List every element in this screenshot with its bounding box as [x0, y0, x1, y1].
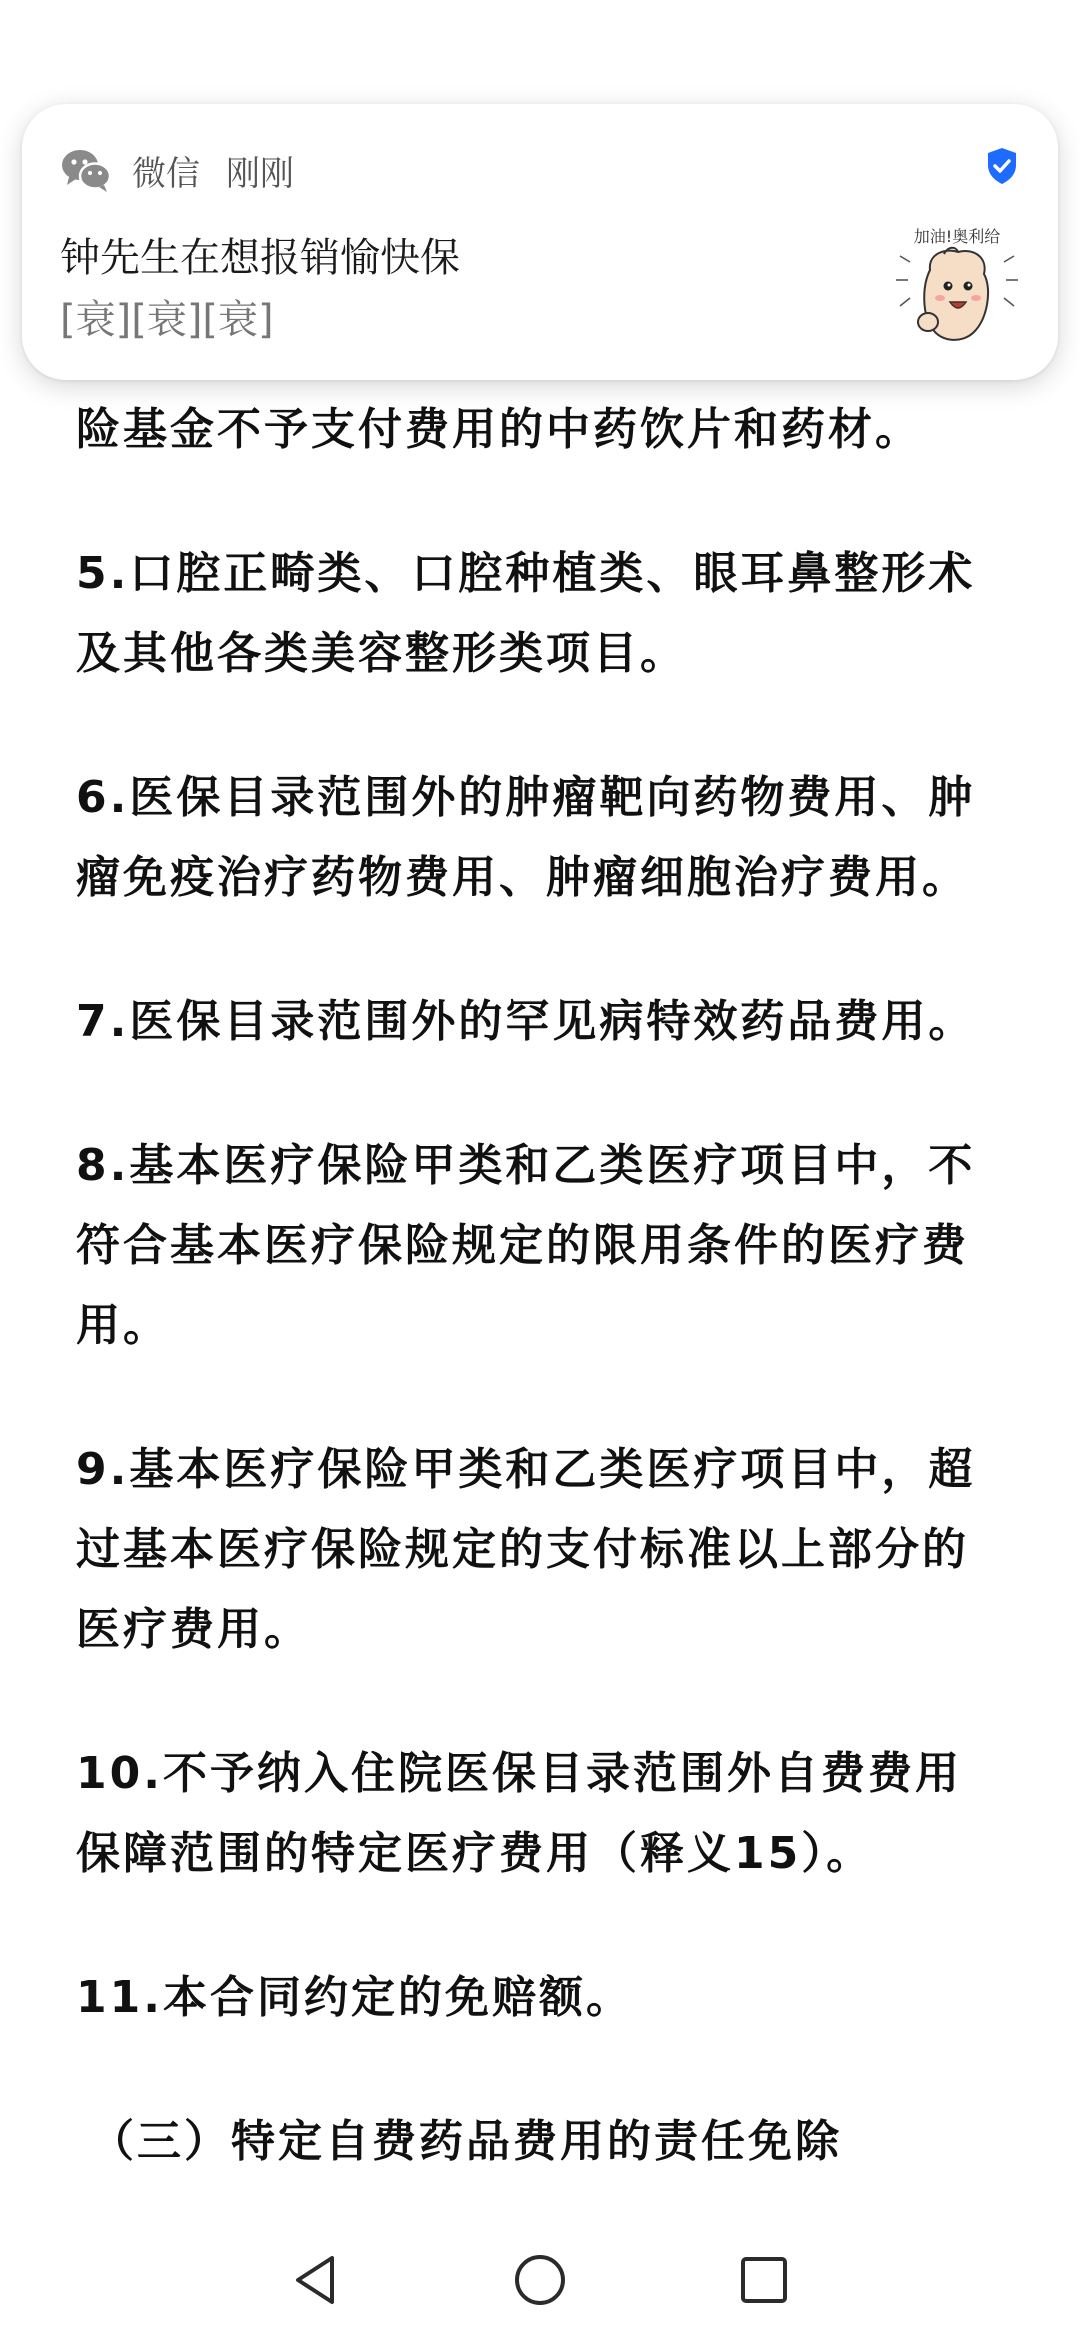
- home-icon: [512, 2252, 568, 2308]
- text-line: 11.本合同约定的免赔额。: [76, 1972, 633, 2023]
- text-line: 过基本医疗保险规定的支付标准以上部分的: [76, 1524, 969, 1575]
- notification-body: [衰][衰][衰]: [60, 297, 274, 343]
- paragraph-item-8: [76, 1126, 1016, 1366]
- paragraph-item-6: [76, 758, 1016, 918]
- notification-title: 钟先生在想报销愉快保: [60, 235, 460, 281]
- text-line: 险基金不予支付费用的中药饮片和药材。: [76, 404, 922, 455]
- text-line: 5.口腔正畸类、口腔种植类、眼耳鼻整形术: [76, 548, 976, 599]
- section-heading: （三）特定自费药品费用的责任免除: [90, 2116, 842, 2167]
- text-line: 10.不予纳入住院医保目录范围外自费费用: [76, 1748, 962, 1799]
- text-line: 9.基本医疗保险甲类和乙类医疗项目中，超: [76, 1444, 976, 1495]
- notification-time: 刚刚: [226, 153, 294, 194]
- back-button[interactable]: [276, 2240, 356, 2320]
- notification-app-name: 微信: [132, 153, 200, 194]
- text-line: 保障范围的特定医疗费用（释义15）。: [76, 1828, 874, 1879]
- wechat-notification-card[interactable]: [22, 104, 1058, 380]
- paragraph-item-7: [76, 982, 1016, 1062]
- paragraph-item-11: [76, 1958, 1016, 2038]
- recents-icon: [736, 2252, 792, 2308]
- wechat-icon: [60, 144, 112, 196]
- verified-badge-icon: [982, 146, 1022, 186]
- paragraph-herbal: [76, 390, 1016, 470]
- home-button[interactable]: [500, 2240, 580, 2320]
- text-line: 符合基本医疗保险规定的限用条件的医疗费: [76, 1220, 969, 1271]
- paragraph-item-5: [76, 534, 1016, 694]
- back-icon: [288, 2252, 344, 2308]
- paragraph-item-9: [76, 1430, 1016, 1670]
- text-line: 7.医保目录范围外的罕见病特效药品费用。: [76, 996, 976, 1047]
- sticker-caption: 加油!奥利给: [913, 227, 1001, 246]
- navigation-bar: [0, 2220, 1080, 2340]
- notification-header: [60, 140, 294, 200]
- sticker-thumbnail: [892, 222, 1022, 352]
- text-line: 医疗费用。: [76, 1604, 311, 1655]
- text-line: 及其他各类美容整形类项目。: [76, 628, 687, 679]
- text-line: 8.基本医疗保险甲类和乙类医疗项目中，不: [76, 1140, 976, 1191]
- text-line: 瘤免疫治疗药物费用、肿瘤细胞治疗费用。: [76, 852, 969, 903]
- text-line: 6.医保目录范围外的肿瘤靶向药物费用、肿: [76, 772, 976, 823]
- paragraph-item-10: [76, 1734, 1016, 1894]
- document-content: [76, 390, 1016, 2182]
- recents-button[interactable]: [724, 2240, 804, 2320]
- text-line: 用。: [76, 1300, 170, 1351]
